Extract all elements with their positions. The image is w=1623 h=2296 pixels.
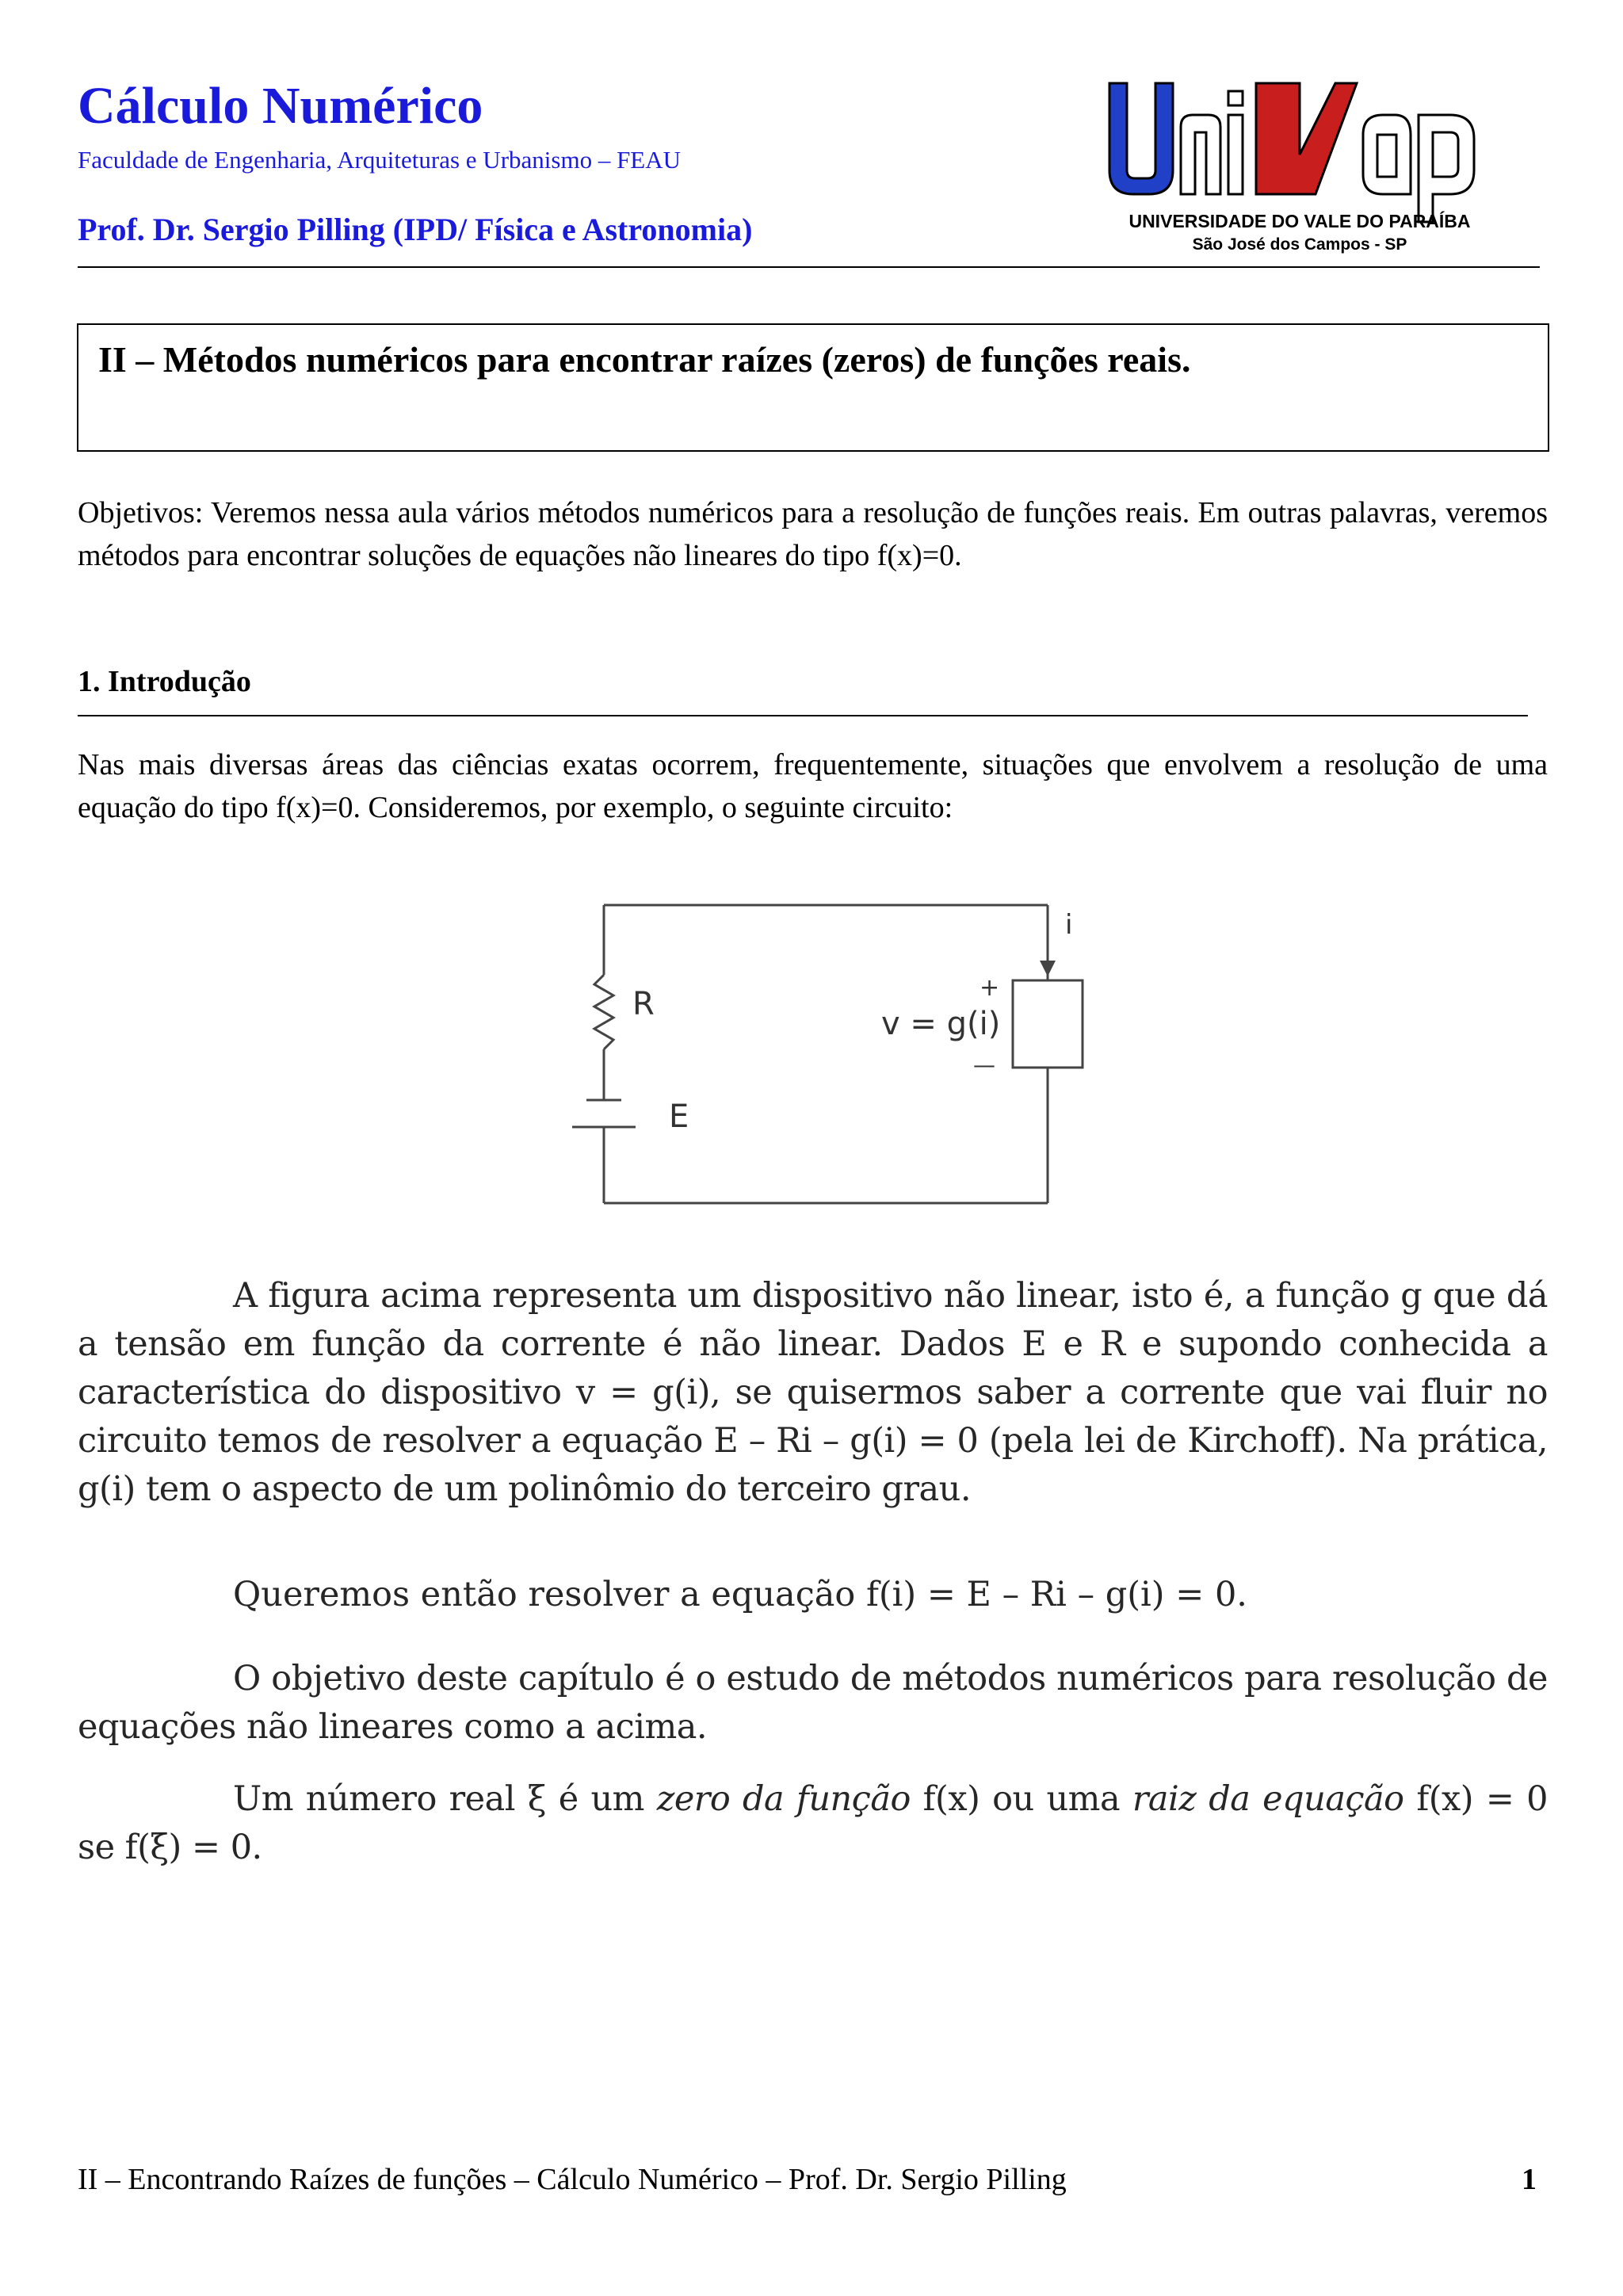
professor-name: Prof. Dr. Sergio Pilling (IPD/ Física e Astronomia) — [78, 212, 753, 247]
page-number: 1 — [1522, 2163, 1537, 2196]
logo-university-name: UNIVERSIDADE DO VALE DO PARAÍBA — [1128, 211, 1471, 231]
resistor-label: R — [632, 986, 655, 1022]
term-raiz-da-equacao: raiz da equação — [1132, 1779, 1404, 1819]
term-zero-da-funcao: zero da função — [656, 1779, 911, 1819]
page-footer: II – Encontrando Raízes de funções – Cálculo Numérico – Prof. Dr. Sergio Pilling — [78, 2163, 1067, 2196]
univap-wordmark-graphic — [1109, 83, 1474, 222]
current-arrow-head — [1040, 961, 1056, 976]
plus-sign: + — [980, 974, 1000, 1002]
intro-paragraph: Nas mais diversas áreas das ciências exatas ocorrem, frequentemente, situações que envolvem a resolução de uma equação do tipo f(x)=0. Consideremos, por exemplo, o seguinte circuito: — [78, 748, 1548, 824]
current-label: i — [1065, 909, 1073, 941]
scanned-paragraph-2: O objetivo deste capítulo é o estudo de métodos numéricos para resolução de equações não lineares como a acima. — [78, 1659, 1548, 1747]
univap-logo — [1062, 59, 1506, 258]
circuit-diagram — [555, 888, 1109, 1221]
objectives-paragraph: Objetivos: Veremos nessa aula vários métodos numéricos para a resolução de funções reais. Em outras palavras, veremos métodos para encontrar soluções de equações não lineares do tipo f(x)=0. — [78, 496, 1548, 572]
header-divider — [78, 266, 1540, 268]
course-title: Cálculo Numérico — [78, 77, 483, 135]
chapter-title: II – Métodos numéricos para encontrar raízes (zeros) de funções reais. — [98, 339, 1191, 380]
minus-sign: — — [973, 1052, 995, 1078]
circuit-wires — [572, 905, 1083, 1203]
source-label: E — [669, 1098, 689, 1135]
section-divider — [78, 715, 1528, 716]
scanned-paragraph-1: A figura acima representa um dispositivo não linear, isto é, a função g que dá a tensão em função da corrente é não linear. Dados E e R e supondo conhecida a característica do dispositivo v = g(i), se quisermos saber a corrente que vai fluir no circuito temos de resolver a equação E – Ri – g(i) = 0 (pela lei de Kirchoff). Na prática, g(i) tem o aspecto de um polinômio do terceiro grau. — [78, 1276, 1548, 1509]
scanned-paragraph-3: Um número real ξ é um zero da função f(x) ou uma raiz da equação f(x) = 0 se f(ξ) = 0. — [78, 1779, 1548, 1867]
logo-location: São José dos Campos - SP — [1192, 235, 1407, 254]
faculty-name: Faculdade de Engenharia, Arquiteturas e Urbanismo – FEAU — [78, 146, 682, 174]
device-label: v = g(i) — [881, 1006, 1001, 1042]
scanned-equation-line: Queremos então resolver a equação f(i) = E – Ri – g(i) = 0. — [233, 1575, 1247, 1614]
section-heading-introducao: 1. Introdução — [78, 665, 251, 698]
